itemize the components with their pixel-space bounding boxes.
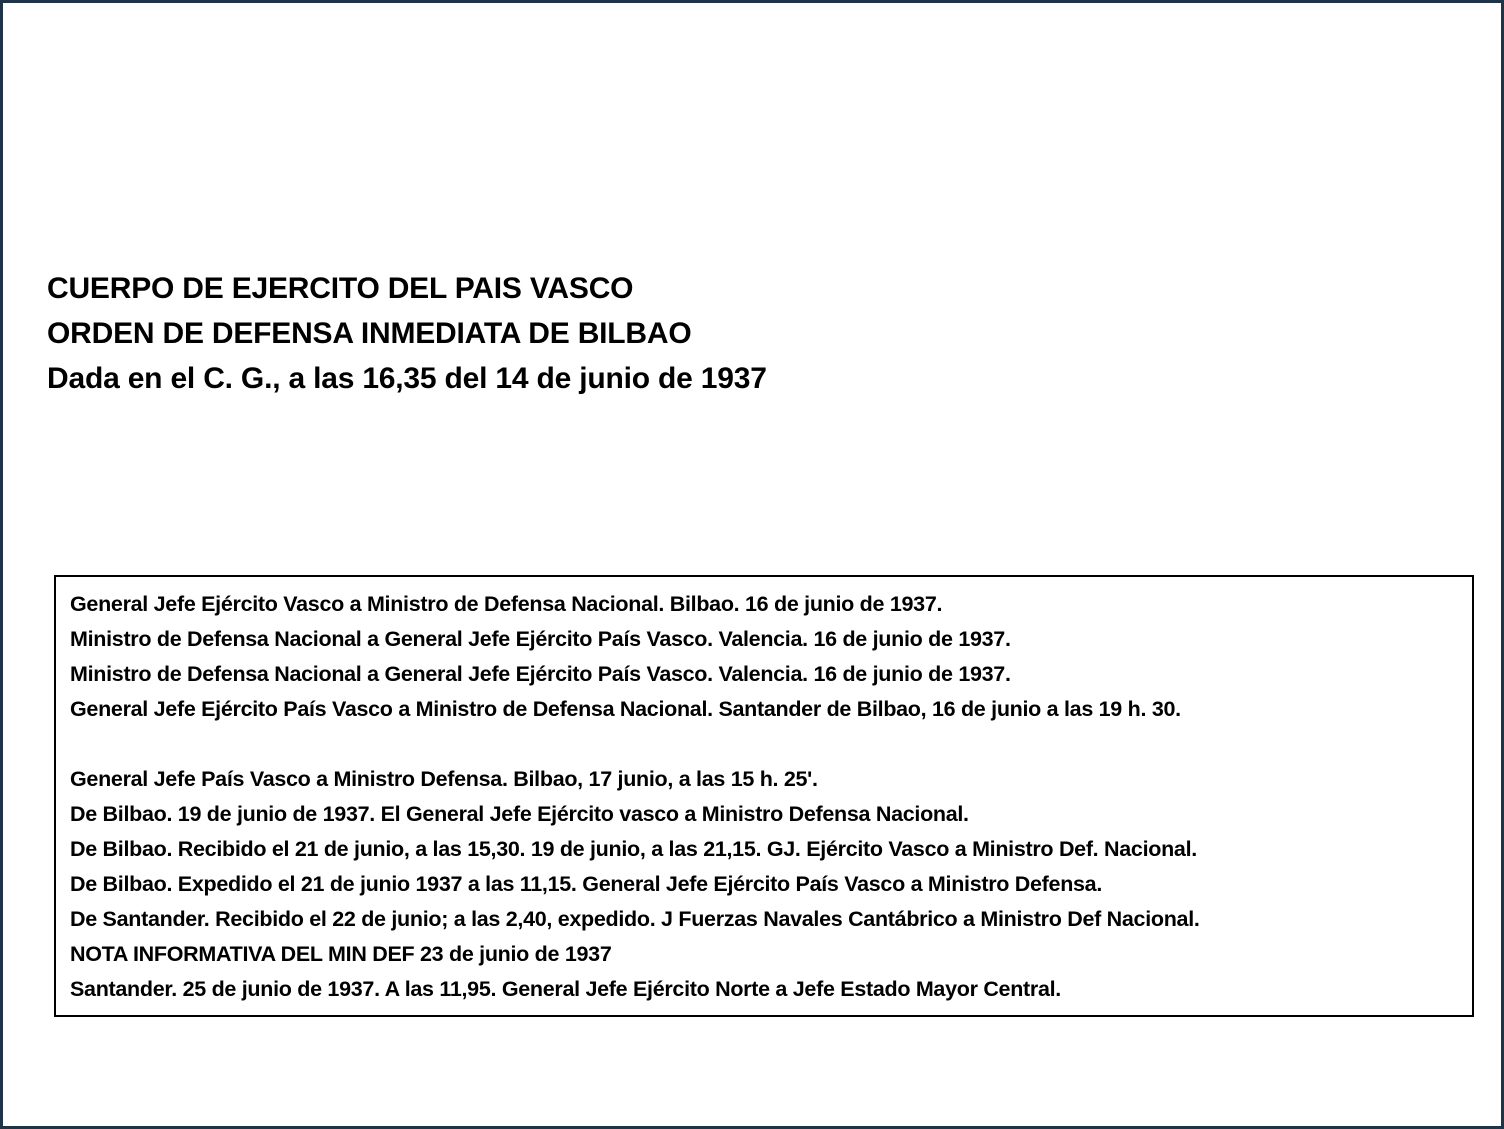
dispatch-records-box <box>54 575 1474 1017</box>
record-note: NOTA INFORMATIVA DEL MIN DEF 23 de junio de 1937 <box>70 942 612 966</box>
record-line: General Jefe Ejército País Vasco a Ministro de Defensa Nacional. Santander de Bilbao, 16 de junio a las 19 h. 30. <box>70 697 1181 721</box>
record-line: De Bilbao. Recibido el 21 de junio, a las 15,30. 19 de junio, a las 21,15. GJ. Ejército Vasco a Ministro Def. Nacional. <box>70 837 1197 861</box>
record-line: General Jefe País Vasco a Ministro Defensa. Bilbao, 17 junio, a las 15 h. 25'. <box>70 767 818 791</box>
record-line: Santander. 25 de junio de 1937. A las 11,95. General Jefe Ejército Norte a Jefe Estado Mayor Central. <box>70 977 1061 1001</box>
record-line: Ministro de Defensa Nacional a General Jefe Ejército País Vasco. Valencia. 16 de junio de 1937. <box>70 662 1011 686</box>
heading-order: ORDEN DE DEFENSA INMEDIATA DE BILBAO <box>47 317 692 350</box>
record-spacer <box>70 727 1472 762</box>
record-line: De Bilbao. 19 de junio de 1937. El General Jefe Ejército vasco a Ministro Defensa Nacional. <box>70 802 969 826</box>
record-line: Ministro de Defensa Nacional a General Jefe Ejército País Vasco. Valencia. 16 de junio de 1937. <box>70 627 1011 651</box>
record-line: De Bilbao. Expedido el 21 de junio 1937 a las 11,15. General Jefe Ejército País Vasco a Ministro Defensa. <box>70 872 1103 896</box>
record-line: De Santander. Recibido el 22 de junio; a las 2,40, expedido. J Fuerzas Navales Cantábrico a Ministro Def Nacional. <box>70 907 1200 931</box>
document-heading <box>47 266 1147 401</box>
heading-date: Dada en el C. G., a las 16,35 del 14 de junio de 1937 <box>47 362 767 395</box>
record-line: General Jefe Ejército Vasco a Ministro de Defensa Nacional. Bilbao. 16 de junio de 1937. <box>70 592 943 616</box>
heading-corps: CUERPO DE EJERCITO DEL PAIS VASCO <box>47 272 634 305</box>
